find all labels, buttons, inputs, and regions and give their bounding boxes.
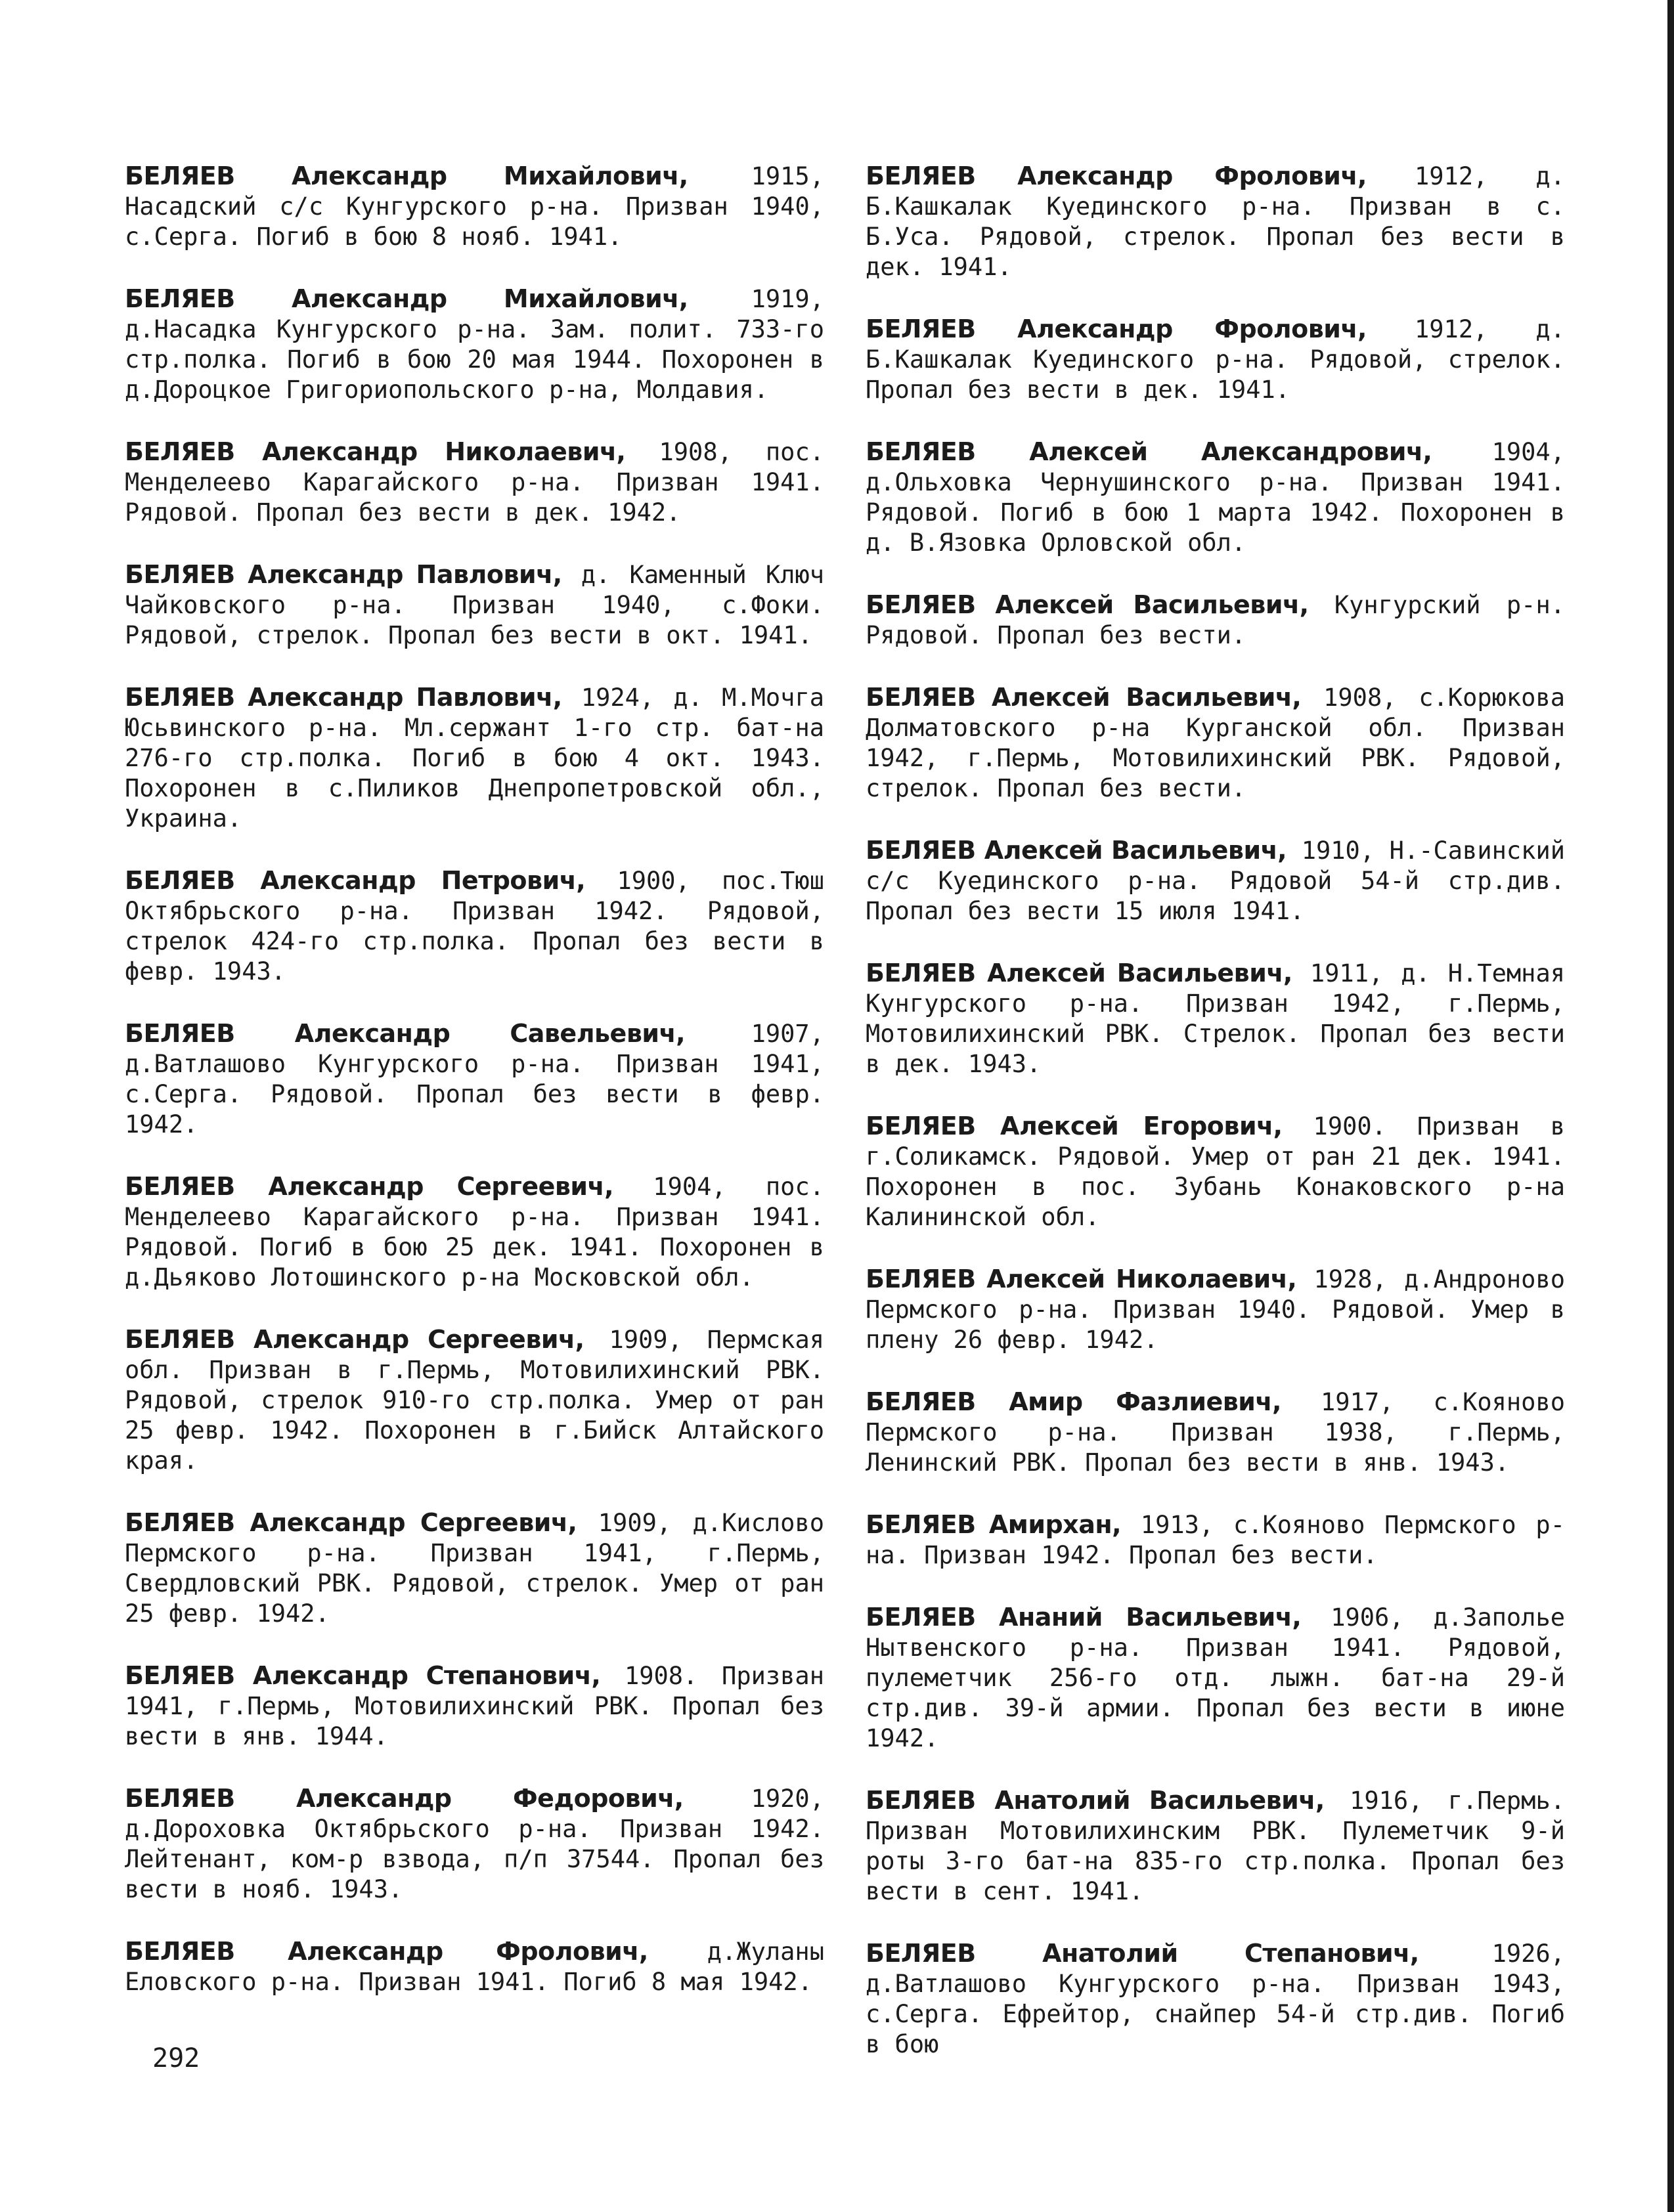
entry <box>866 1111 1565 1232</box>
entry-name: БЕЛЯЕВ Алексей Васильевич, <box>866 836 1287 865</box>
entry-name: БЕЛЯЕВ Анатолий Васильевич, <box>866 1786 1325 1815</box>
entry <box>125 865 824 987</box>
entry <box>866 314 1565 405</box>
entry-name: БЕЛЯЕВ Александр Фролович, <box>125 1937 648 1966</box>
entry-name: БЕЛЯЕВ Амир Фазлиевич, <box>866 1387 1281 1416</box>
entry <box>125 284 824 405</box>
entry-text: 1909, д.Кислово Пермского р-на. Призван 1941, г.Пермь, Свердловский РВК. Рядовой, стрелок. Умер от ран 25 февр. 1942. <box>125 1509 824 1628</box>
entry-text: 1919, д.Насадка Кунгурского р-на. Зам. полит. 733-го стр.полка. Погиб в бою 20 мая 1944. Похоронен в д.Дороцкое Григориопольского р-на, Молдавия. <box>125 285 824 404</box>
entry-text: 1909, Пермская обл. Призван в г.Пермь, Мотовилихинский РВК. Рядовой, стрелок 910-го стр.полка. Умер от ран 25 февр. 1942. Похоронен в г.Бийск Алтайского края. <box>125 1326 824 1475</box>
entry <box>866 1387 1565 1478</box>
entry-text: 1915, Насадский с/с Кунгурского р-на. Призван 1940, с.Серга. Погиб в бою 8 нояб. 1941. <box>125 162 824 251</box>
entry-name: БЕЛЯЕВ Александр Сергеевич, <box>125 1172 614 1201</box>
entry <box>866 1509 1565 1571</box>
entry-name: БЕЛЯЕВ Алексей Егорович, <box>866 1112 1283 1140</box>
entry-text: 1906, д.Заполье Нытвенского р-на. Призван 1941. Рядовой, пулеметчик 256-го отд. лыжн. бат-на 29-й стр.див. 39-й армии. Пропал без вести в июне 1942. <box>866 1603 1566 1752</box>
entry-name: БЕЛЯЕВ Алексей Васильевич, <box>866 590 1309 619</box>
entry <box>125 161 824 252</box>
entry-text: д.Жуланы Еловского р-на. Призван 1941. Погиб 8 мая 1942. <box>125 1938 824 1996</box>
entry-name: БЕЛЯЕВ Александр Михайлович, <box>125 162 688 190</box>
entry-name: БЕЛЯЕВ Александр Михайлович, <box>125 284 688 313</box>
entry <box>866 1264 1565 1355</box>
entry <box>866 958 1565 1079</box>
entry-name: БЕЛЯЕВ Александр Павлович, <box>125 683 562 712</box>
entry-name: БЕЛЯЕВ Александр Савельевич, <box>125 1019 686 1048</box>
entry-text: 1924, д. М.Мочга Юсьвинского р-на. Мл.сержант 1-го стр. бат-на 276-го стр.полка. Погиб в бою 4 окт. 1943. Похоронен в с.Пиликов Днепропетровской обл., Украина. <box>125 683 824 833</box>
entry-name: БЕЛЯЕВ Александр Федорович, <box>125 1784 684 1813</box>
entry-text: 1904, пос. Менделеево Карагайского р-на. Призван 1941. Рядовой. Погиб в бою 25 дек. 1941. Похоронен в д.Дьяково Лотошинского р-на Московской обл. <box>125 1173 824 1291</box>
entry-name: БЕЛЯЕВ Амирхан, <box>866 1510 1122 1539</box>
entry <box>125 1018 824 1140</box>
entry <box>125 1660 824 1752</box>
entry <box>866 161 1565 282</box>
entry-text: д. Каменный Ключ Чайковского р-на. Призван 1940, с.Фоки. Рядовой, стрелок. Пропал без вести в окт. 1941. <box>125 561 824 649</box>
entry <box>125 1936 824 1997</box>
entry-text: 1911, д. Н.Темная Кунгурского р-на. Призван 1942, г.Пермь, Мотовилихинский РВК. Стрелок. Пропал без вести в дек. 1943. <box>866 959 1565 1078</box>
entry-text: 1916, г.Пермь. Призван Мотовилихинским РВК. Пулеметчик 9-й роты 3-го бат-на 835-го стр.полка. Пропал без вести в сент. 1941. <box>866 1787 1565 1905</box>
right-column <box>866 161 1565 2091</box>
entry-text: 1910, Н.-Савинский с/с Куединского р-на. Рядовой 54-й стр.див. Пропал без вести 15 июля 1941. <box>866 836 1565 925</box>
entry-text: 1908. Призван 1941, г.Пермь, Мотовилихинский РВК. Пропал без вести в янв. 1944. <box>125 1662 824 1750</box>
entry <box>125 437 824 528</box>
entry <box>125 1171 824 1293</box>
entry-text: 1912, д. Б.Кашкалак Куединского р-на. Рядовой, стрелок. Пропал без вести в дек. 1941. <box>866 315 1565 404</box>
entry <box>866 437 1565 558</box>
entry-name: БЕЛЯЕВ Александр Фролович, <box>866 314 1367 343</box>
entry-name: БЕЛЯЕВ Алексей Николаевич, <box>866 1265 1297 1293</box>
entry <box>866 1785 1565 1907</box>
entry-name: БЕЛЯЕВ Александр Сергеевич, <box>125 1325 584 1354</box>
entry-name: БЕЛЯЕВ Ананий Васильевич, <box>866 1603 1302 1632</box>
entry-name: БЕЛЯЕВ Алексей Васильевич, <box>866 959 1292 987</box>
entry <box>125 559 824 651</box>
entry-name: БЕЛЯЕВ Александр Николаевич, <box>125 437 626 466</box>
entry-text: Кунгурский р-н. Рядовой. Пропал без вести. <box>866 591 1565 649</box>
entry <box>125 1324 824 1476</box>
entry-text: 1907, д.Ватлашово Кунгурского р-на. Призван 1941, с.Серга. Рядовой. Пропал без вести в февр. 1942. <box>125 1020 824 1139</box>
entry-text: 1913, с.Кояново Пермского р-на. Призван 1942. Пропал без вести. <box>866 1511 1565 1569</box>
entry-name: БЕЛЯЕВ Александр Павлович, <box>125 560 562 589</box>
entry-text: 1904, д.Ольховка Чернушинского р-на. Призван 1941. Рядовой. Погиб в бою 1 марта 1942. Похоронен в д. В.Язовка Орловской обл. <box>866 438 1565 557</box>
entry-text: 1908, с.Корюкова Долматовского р-на Курганской обл. Призван 1942, г.Пермь, Мотовилихинский РВК. Рядовой, стрелок. Пропал без вести. <box>866 683 1565 802</box>
entry-name: БЕЛЯЕВ Анатолий Степанович, <box>866 1939 1419 1968</box>
entry <box>866 1602 1565 1754</box>
entry <box>125 682 824 834</box>
entry-text: 1920, д.Дороховка Октябрьского р-на. Призван 1942. Лейтенант, ком-р взвода, п/п 37544. Пропал без вести в нояб. 1943. <box>125 1785 824 1903</box>
entry-name: БЕЛЯЕВ Александр Фролович, <box>866 162 1367 190</box>
entry-name: БЕЛЯЕВ Александр Сергеевич, <box>125 1508 577 1537</box>
entry <box>866 590 1565 651</box>
entry-name: БЕЛЯЕВ Алексей Васильевич, <box>866 683 1302 712</box>
entry-name: БЕЛЯЕВ Алексей Александрович, <box>866 437 1432 466</box>
entry-text: 1926, д.Ватлашово Кунгурского р-на. Призван 1943, с.Серга. Ефрейтор, снайпер 54-й стр.див. Погиб в бою <box>866 1940 1565 2058</box>
left-column <box>125 161 824 2029</box>
entry-text: 1908, пос. Менделеево Карагайского р-на. Призван 1941. Рядовой. Пропал без вести в дек. 1942. <box>125 438 824 527</box>
entry-text: 1900. Призван в г.Соликамск. Рядовой. Умер от ран 21 дек. 1941. Похоронен в пос. Зубань Конаковского р-на Калининской обл. <box>866 1112 1566 1231</box>
entry-text: 1900, пос.Тюш Октябрьского р-на. Призван 1942. Рядовой, стрелок 424-го стр.полка. Пропал без вести в февр. 1943. <box>125 867 824 986</box>
entry <box>866 835 1565 926</box>
entry-text: 1917, с.Кояново Пермского р-на. Призван 1938, г.Пермь, Ленинский РВК. Пропал без вести в янв. 1943. <box>866 1388 1565 1477</box>
entry-name: БЕЛЯЕВ Александр Степанович, <box>125 1661 601 1690</box>
entry-text: 1928, д.Андроново Пермского р-на. Призван 1940. Рядовой. Умер в плену 26 февр. 1942. <box>866 1265 1565 1354</box>
entry <box>866 1938 1565 2060</box>
entry-text: 1912, д. Б.Кашкалак Куединского р-на. Призван в с. Б.Уса. Рядовой, стрелок. Пропал без вести в дек. 1941. <box>866 162 1565 281</box>
page-edge <box>1667 0 1674 2212</box>
entry <box>125 1783 824 1905</box>
entry <box>866 682 1565 804</box>
entry <box>125 1507 824 1629</box>
entry-name: БЕЛЯЕВ Александр Петрович, <box>125 866 586 895</box>
page-number: 292 <box>152 2043 200 2073</box>
